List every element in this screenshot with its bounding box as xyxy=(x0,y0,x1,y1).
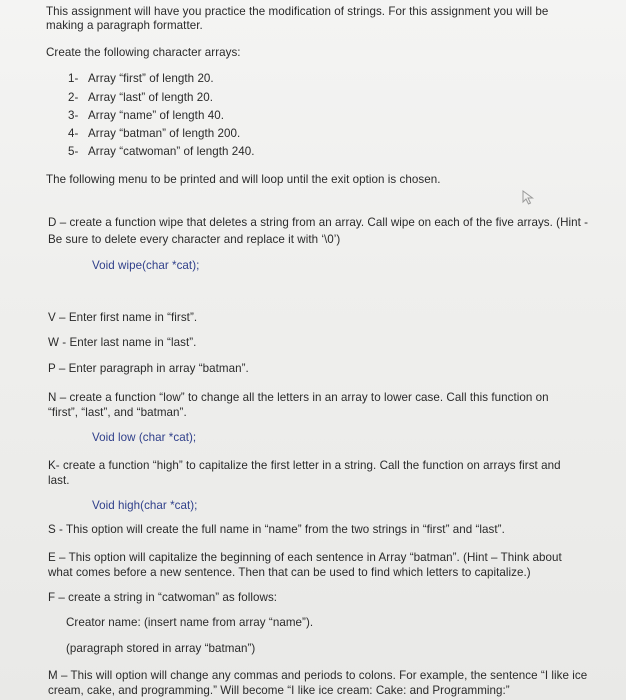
option-p: P – Enter paragraph in array “batman”. xyxy=(48,362,249,375)
option-k-line-2: last. xyxy=(48,474,70,487)
list-item xyxy=(68,108,224,123)
list-text: Array “catwoman” of length 240. xyxy=(88,145,255,158)
menu-intro: The following menu to be printed and will loop until the exit option is chosen. xyxy=(46,173,441,186)
list-number: 2- xyxy=(68,91,79,104)
option-v: V – Enter first name in “first”. xyxy=(48,311,198,324)
list-item xyxy=(68,144,255,159)
list-text: Array “first” of length 20. xyxy=(88,72,214,85)
option-n-code: Void low (char *cat); xyxy=(92,431,197,444)
option-n-line-1: N – create a function “low” to change all the letters in an array to lower case. Call this function on xyxy=(48,391,549,404)
option-d-line-1: D – create a function wipe that deletes a string from an array. Call wipe on each of the five arrays. (Hint - xyxy=(48,216,589,229)
mouse-cursor-icon xyxy=(522,190,536,206)
option-k-code: Void high(char *cat); xyxy=(92,499,198,512)
list-number: 1- xyxy=(68,72,79,85)
list-number: 5- xyxy=(68,145,79,158)
option-f-line-1: F – create a string in “catwoman” as follows: xyxy=(48,591,278,604)
list-item xyxy=(68,71,214,86)
list-text: Array “last” of length 20. xyxy=(88,91,214,104)
option-f-sub-1: Creator name: (insert name from array “name”). xyxy=(66,616,314,629)
list-number: 4- xyxy=(68,127,79,140)
option-m-line-2: cream, cake, and programming.” Will become “I like ice cream: Cake: and Programming:” xyxy=(48,684,510,697)
list-number: 3- xyxy=(68,109,79,122)
option-f-sub-2: (paragraph stored in array “batman”) xyxy=(66,642,256,655)
option-d-code: Void wipe(char *cat); xyxy=(92,259,200,272)
option-n-line-2: “first”, “last”, and “batman”. xyxy=(48,406,187,419)
intro-line-1: This assignment will have you practice the modification of strings. For this assignment you will be xyxy=(46,5,549,18)
option-d-line-2: Be sure to delete every character and replace it with ‘\0’) xyxy=(48,233,341,246)
list-text: Array “batman” of length 200. xyxy=(88,127,241,140)
create-heading: Create the following character arrays: xyxy=(46,46,241,59)
list-item xyxy=(68,90,213,105)
list-text: Array “name” of length 40. xyxy=(88,109,224,122)
option-s: S - This option will create the full name in “name” from the two strings in “first” and “last”. xyxy=(48,523,505,536)
option-w: W - Enter last name in “last”. xyxy=(48,336,197,349)
option-m-line-1: M – This will option will change any commas and periods to colons. For example, the sentence “I like ice xyxy=(48,669,588,682)
option-e-line-1: E – This option will capitalize the beginning of each sentence in Array “batman”. (Hint – Think about xyxy=(48,551,562,564)
list-item xyxy=(68,126,240,141)
option-k-line-1: K- create a function “high” to capitalize the first letter in a string. Call the function on arrays first and xyxy=(48,459,561,472)
intro-line-2: making a paragraph formatter. xyxy=(46,19,203,32)
option-e-line-2: what comes before a new sentence. Then that can be used to find which letters to capitalize.) xyxy=(48,566,531,579)
